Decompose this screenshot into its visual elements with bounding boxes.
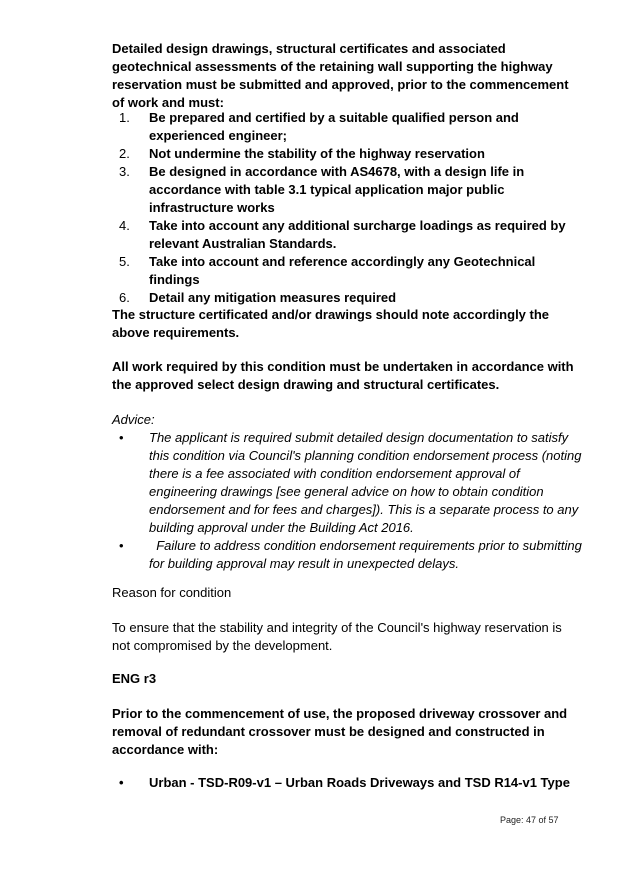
requirement-text: Not undermine the stability of the highway reservation — [149, 146, 485, 161]
bullet: • — [119, 430, 124, 445]
advice-item — [112, 537, 586, 573]
advice-text: Failure to address condition endorsement requirements prior to submitting for building approval may result in unexpected delays. — [149, 538, 586, 571]
requirement-text: Take into account any additional surcharge loadings as required by relevant Australian Standards. — [149, 218, 566, 251]
eng-paragraph: Prior to the commencement of use, the proposed driveway crossover and removal of redundant crossover must be designed and constructed in accordance with: — [112, 706, 568, 757]
requirement-text: Be designed in accordance with AS4678, with a design life in accordance with table 3.1 typical application major public infrastructure works — [149, 164, 525, 215]
work-note: All work required by this condition must be undertaken in accordance with the approved select design drawing and structural certificates. — [112, 359, 574, 392]
advice-item — [112, 429, 582, 537]
requirement-item — [112, 289, 582, 307]
requirement-item — [112, 163, 582, 217]
requirement-item — [112, 145, 582, 163]
intro-paragraph: Detailed design drawings, structural certificates and associated geotechnical assessments of the retaining wall supporting the highway reservation must be submitted and approved, prior to the commencement of work and must: — [112, 41, 569, 110]
structure-note: The structure certificated and/or drawings should note accordingly the above requirements. — [112, 307, 550, 340]
eng-item — [112, 774, 582, 792]
advice-list — [112, 429, 586, 573]
requirement-text: Take into account and reference accordingly any Geotechnical findings — [149, 254, 536, 287]
requirement-text: Detail any mitigation measures required — [149, 290, 397, 305]
requirement-number: 3. — [119, 164, 130, 179]
requirement-number: 2. — [119, 146, 130, 161]
requirement-text: Be prepared and certified by a suitable qualified person and experienced engineer; — [149, 110, 519, 143]
eng-heading: ENG r3 — [112, 671, 157, 686]
requirement-number: 5. — [119, 254, 130, 269]
requirement-item — [112, 253, 582, 289]
advice-heading: Advice: — [112, 412, 155, 427]
requirement-number: 1. — [119, 110, 130, 125]
bullet: • — [119, 538, 124, 553]
advice-text: The applicant is required submit detailed design documentation to satisfy this condition via Council's planning condition endorsement process (noting there is a fee associated with condition endorsement approval of engineering drawings [see general advice on how to obtain condition endorsement and for fees and charges]). This is a separate process to any building approval under the Building Act 2016. — [149, 430, 582, 535]
requirements-list — [112, 109, 582, 307]
page-number: Page: 47 of 57 — [500, 815, 559, 825]
requirement-number: 6. — [119, 290, 130, 305]
requirement-item — [112, 109, 582, 145]
requirement-number: 4. — [119, 218, 130, 233]
bullet: • — [119, 775, 124, 790]
reason-text: To ensure that the stability and integrity of the Council's highway reservation is not compromised by the development. — [112, 620, 562, 653]
eng-item-text: Urban - TSD-R09-v1 – Urban Roads Driveways and TSD R14-v1 Type — [149, 775, 570, 790]
requirement-item — [112, 217, 582, 253]
eng-list — [112, 774, 582, 792]
reason-heading: Reason for condition — [112, 585, 232, 600]
